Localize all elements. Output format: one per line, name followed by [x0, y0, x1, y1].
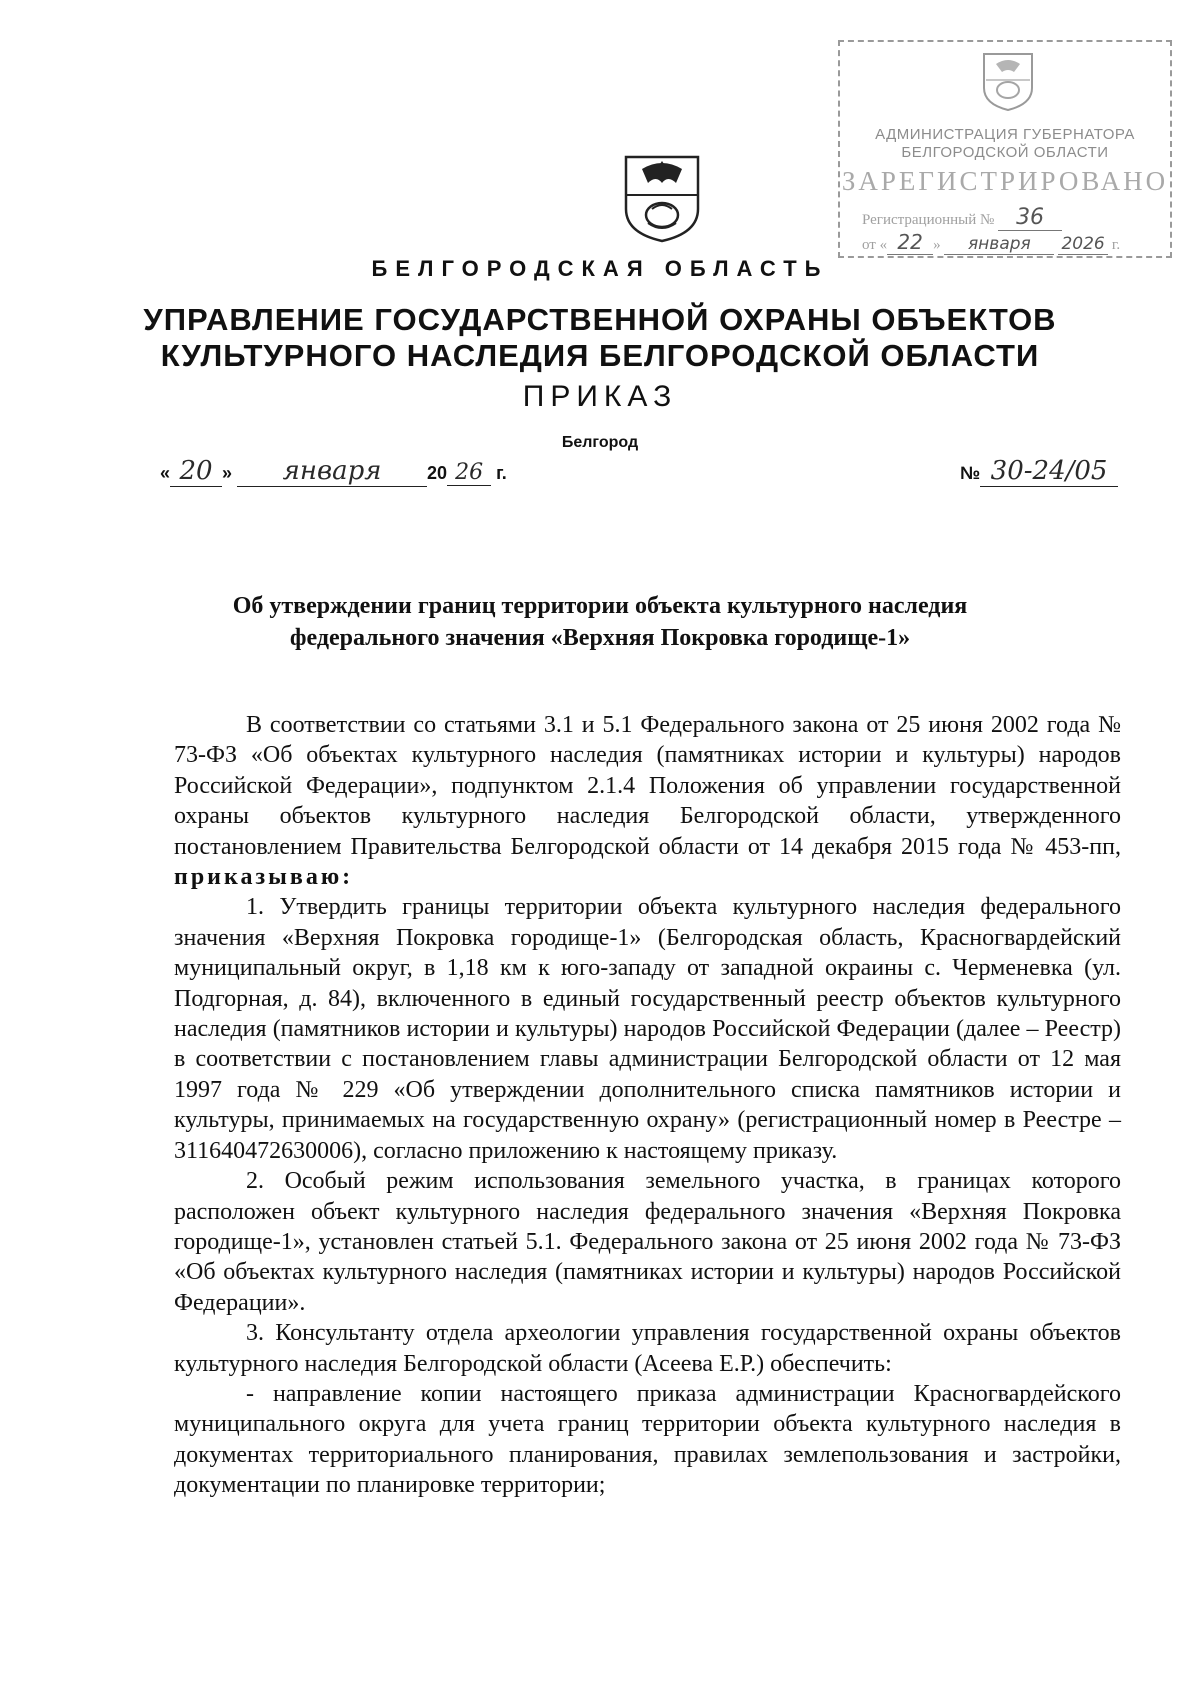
- stamp-date-suffix: г.: [1111, 237, 1121, 253]
- org-name-line1: УПРАВЛЕНИЕ ГОСУДАРСТВЕННОЙ ОХРАНЫ ОБЪЕКТОВ: [143, 302, 1057, 337]
- order-number-label: №: [960, 463, 981, 483]
- stamp-date-row: [862, 230, 1120, 255]
- paragraph-item-3-subitem: - направление копии настоящего приказа администрации Красногвардейского муниципального округа для учета границ территории объекта культурного наследия в документах территориального планирования, правилах землепользования и застройки, документации по планировке территории;: [174, 1380, 1121, 1499]
- order-number-value: 30-24/05: [980, 456, 1118, 487]
- date-year-suffix: 26: [447, 460, 491, 486]
- coat-of-arms-icon: [622, 153, 702, 245]
- date-close-quote: »: [222, 463, 233, 483]
- order-body: [174, 710, 1121, 1501]
- order-number: [960, 456, 1118, 487]
- stamp-date-day: 22: [887, 230, 933, 255]
- date-month: января: [237, 456, 427, 487]
- stamp-date-mid: »: [933, 237, 941, 253]
- order-title: [0, 590, 1200, 654]
- paragraph-item-3: 3. Консультанту отдела археологии управления государственной охраны объектов культурного наследия Белгородской области (Асеева Е.Р.) обеспечить:: [174, 1320, 1121, 1377]
- paragraph-item-1: 1. Утвердить границы территории объекта культурного наследия федерального значения «Верхняя Покровка городище-1» (Белгородская область, Красногвардейский муниципальный округ, в 1,18 км к юго-западу от западной окраины с. Черменевка (ул. Подгорная, д. 84), включенного в единый государственный реестр объектов культурного наследия (памятников истории и культуры) народов Российской Федерации (далее – Реестр) в соответствии с постановлением главы администрации Белгородской области от 12 мая 1997 года № 229 «Об утверждении дополнительного списка памятников истории и культуры, принимаемых на государственную охрану» (регистрационный номер в Реестре – 311640472630006), согласно приложению к настоящему приказу.: [174, 894, 1121, 1164]
- paragraph-preamble: [174, 710, 1121, 892]
- date-year-unit: г.: [496, 463, 507, 483]
- stamp-registered-label: ЗАРЕГИСТРИРОВАНО: [841, 166, 1169, 196]
- stamp-date-year: 2026: [1058, 234, 1108, 255]
- preamble-text: В соответствии со статьями 3.1 и 5.1 Федерального закона от 25 июня 2002 года № 73-ФЗ «Об объектах культурного наследия (памятниках истории и культуры) народов Российской Федерации», подпунктом 2.1.4 Положения об управлении государственной охраны объектов культурного наследия Белгородской области, утвержденного постановлением Правительства Белгородской области от 14 декабря 2015 года № 453-пп,: [174, 712, 1121, 860]
- city-name: Белгород: [561, 434, 639, 451]
- date-open-quote: «: [160, 463, 171, 483]
- region-name: БЕЛГОРОДСКАЯ ОБЛАСТЬ: [371, 256, 829, 281]
- stamp-reg-number: 36: [998, 205, 1062, 231]
- paragraph-item-2: 2. Особый режим использования земельного участка, в границах которого расположен объект культурного наследия федерального значения «Верхняя Покровка городище-1», установлен статьей 5.1. Федерального закона от 25 июня 2002 года № 73-ФЗ «Об объектах культурного наследия (памятниках истории и культуры) народов Российской Федерации».: [174, 1168, 1121, 1316]
- document-type: ПРИКАЗ: [522, 380, 678, 413]
- stamp-org-line2: БЕЛГОРОДСКОЙ ОБЛАСТИ: [901, 144, 1109, 161]
- stamp-date-prefix: от «: [862, 237, 888, 253]
- stamp-date-month: января: [944, 234, 1054, 255]
- registration-stamp: [838, 40, 1172, 258]
- stamp-coat-of-arms-icon: [980, 50, 1036, 112]
- org-name-line2: КУЛЬТУРНОГО НАСЛЕДИЯ БЕЛГОРОДСКОЙ ОБЛАСТИ: [160, 338, 1040, 373]
- order-keyword: приказываю:: [174, 864, 354, 891]
- stamp-reg-number-row: [862, 205, 1062, 231]
- order-title-line1: Об утверждении границ территории объекта культурного наследия: [232, 593, 968, 619]
- order-date: [160, 456, 507, 487]
- date-day: 20: [170, 456, 222, 487]
- stamp-reg-number-label: Регистрационный №: [862, 212, 995, 228]
- date-year-prefix: 20: [427, 463, 448, 483]
- stamp-org-line1: АДМИНИСТРАЦИЯ ГУБЕРНАТОРА: [875, 126, 1135, 143]
- order-title-line2: федерального значения «Верхняя Покровка городище-1»: [289, 625, 911, 651]
